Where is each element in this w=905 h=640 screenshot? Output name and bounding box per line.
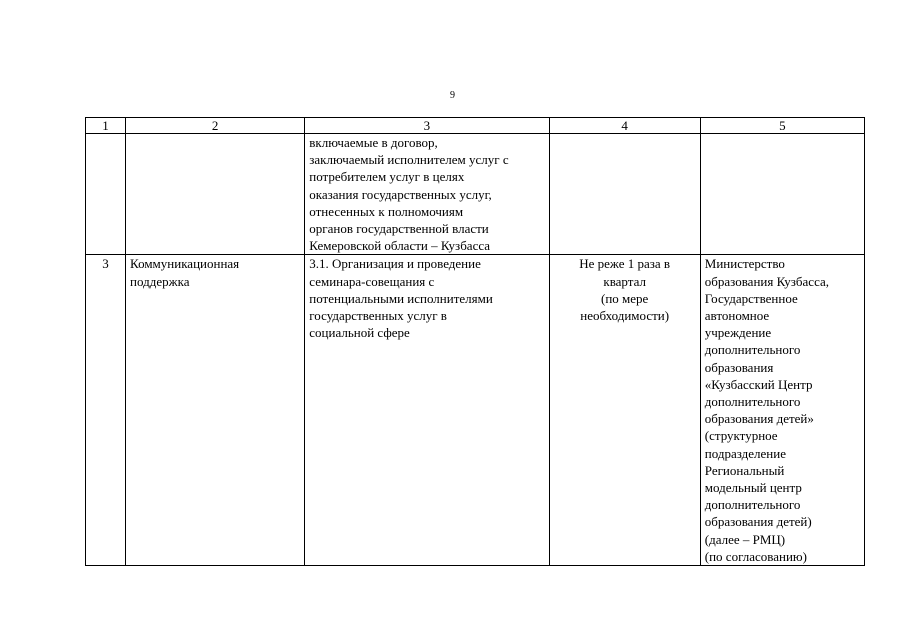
cell-responsible xyxy=(700,134,864,255)
deadline-line: квартал xyxy=(603,273,646,289)
activity-line: потенциальными исполнителями xyxy=(309,290,493,306)
deadline-line: Не реже 1 раза в xyxy=(579,256,671,272)
responsible-line: (далее – РМЦ) xyxy=(704,531,786,547)
responsible-line: Региональный xyxy=(704,462,785,478)
activity-line: включаемые в договор, xyxy=(309,135,438,150)
activity-line: государственных услуг в xyxy=(309,308,447,324)
activity-line: органов государственной власти xyxy=(309,221,489,237)
plan-table xyxy=(85,117,865,566)
row-number: 3 xyxy=(86,255,126,566)
activity-line: социальной сфере xyxy=(309,325,410,341)
deadline-line: (по мере xyxy=(601,290,649,306)
column-number-3: 3 xyxy=(305,118,549,134)
responsible-line: модельный центр xyxy=(704,480,802,496)
activity-line: оказания государственных услуг, xyxy=(309,186,492,202)
deadline xyxy=(549,255,700,566)
section-title xyxy=(126,255,305,566)
cell-section xyxy=(126,134,305,255)
activity-line: Кемеровской области – Кузбасса xyxy=(309,238,491,254)
responsible-line: дополнительного xyxy=(704,394,801,410)
column-number-1: 1 xyxy=(86,118,126,134)
activity-line: отнесенных к полномочиям xyxy=(309,203,464,219)
cell-deadline xyxy=(549,134,700,255)
column-number-4: 4 xyxy=(549,118,700,134)
responsible-line: дополнительного xyxy=(704,497,801,513)
responsible-line: учреждение xyxy=(704,325,772,341)
responsible-line: Министерство xyxy=(704,256,785,272)
cell-activity xyxy=(305,134,549,255)
responsible-parties xyxy=(700,255,864,566)
responsible-line: «Кузбасский Центр xyxy=(704,376,813,392)
responsible-line: образования Кузбасса, xyxy=(704,273,830,289)
table-row-continuation xyxy=(86,134,865,255)
responsible-line: образования xyxy=(704,359,774,375)
responsible-line: дополнительного xyxy=(704,342,801,358)
page-number: 9 xyxy=(450,90,455,101)
column-number-5: 5 xyxy=(700,118,864,134)
responsible-line: автономное xyxy=(704,308,770,324)
deadline-line: необходимости) xyxy=(580,308,670,324)
table-row-3 xyxy=(86,255,865,566)
responsible-line: образования детей) xyxy=(704,514,812,530)
activity-line: семинара-совещания с xyxy=(309,273,435,289)
activity-line: заключаемый исполнителем услуг с xyxy=(309,152,509,168)
responsible-line: (по согласованию) xyxy=(704,548,807,564)
activity-line: 3.1. Организация и проведение xyxy=(309,256,481,272)
section-title-line: поддержка xyxy=(130,273,190,289)
column-number-2: 2 xyxy=(126,118,305,134)
column-number-row xyxy=(86,118,865,134)
responsible-line: Государственное xyxy=(704,290,798,306)
section-title-line: Коммуникационная xyxy=(130,256,240,272)
responsible-line: образования детей» xyxy=(704,411,814,427)
responsible-line: (структурное xyxy=(704,428,778,444)
cell-number xyxy=(86,134,126,255)
responsible-line: подразделение xyxy=(704,445,786,461)
activity-line: потребителем услуг в целях xyxy=(309,169,465,185)
activity-description xyxy=(305,255,549,566)
